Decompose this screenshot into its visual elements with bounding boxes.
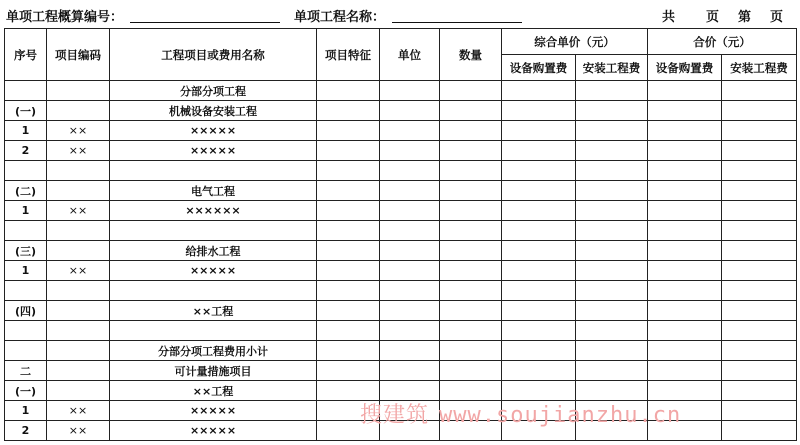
project-name-blank xyxy=(392,22,522,23)
cell-empty xyxy=(317,241,380,261)
page-header xyxy=(0,0,800,28)
cell-code xyxy=(47,281,110,301)
cell-empty xyxy=(502,81,576,101)
cell-name: 电气工程 xyxy=(110,181,317,201)
table-row xyxy=(5,221,797,241)
cell-empty xyxy=(576,301,648,321)
cell-empty xyxy=(440,261,502,281)
cell-empty xyxy=(722,421,797,441)
cell-empty xyxy=(502,121,576,141)
cell-empty xyxy=(722,281,797,301)
cell-code xyxy=(47,241,110,261)
cell-name: ××工程 xyxy=(110,381,317,401)
cell-empty xyxy=(380,261,440,281)
cell-empty xyxy=(576,181,648,201)
cell-empty xyxy=(317,121,380,141)
cell-empty xyxy=(576,221,648,241)
cell-empty xyxy=(648,181,722,201)
cell-empty xyxy=(648,121,722,141)
cell-empty xyxy=(576,281,648,301)
cell-empty xyxy=(317,81,380,101)
cell-empty xyxy=(722,261,797,281)
table-row xyxy=(5,201,797,221)
cell-empty xyxy=(648,141,722,161)
cell-empty xyxy=(722,121,797,141)
col-header-unit: 单位 xyxy=(380,29,440,81)
col-header-equip-fee-total: 设备购置费 xyxy=(648,55,722,81)
cell-code xyxy=(47,221,110,241)
cell-empty xyxy=(648,101,722,121)
table-row xyxy=(5,341,797,361)
table-row xyxy=(5,281,797,301)
cell-empty xyxy=(502,201,576,221)
cell-empty xyxy=(317,261,380,281)
cell-empty xyxy=(317,161,380,181)
cell-empty xyxy=(648,281,722,301)
cell-empty xyxy=(648,221,722,241)
table-row xyxy=(5,81,797,101)
cell-empty xyxy=(317,281,380,301)
cell-code: ×× xyxy=(47,121,110,141)
cell-empty xyxy=(380,341,440,361)
table-row xyxy=(5,141,797,161)
cell-code xyxy=(47,321,110,341)
col-header-seq: 序号 xyxy=(5,29,47,81)
table-row xyxy=(5,361,797,381)
cell-code xyxy=(47,361,110,381)
cell-seq: (一) xyxy=(5,101,47,121)
table-row xyxy=(5,101,797,121)
cell-seq: 2 xyxy=(5,421,47,441)
table-row xyxy=(5,161,797,181)
cell-empty xyxy=(576,361,648,381)
cell-seq: (二) xyxy=(5,181,47,201)
cell-empty xyxy=(440,181,502,201)
cell-empty xyxy=(576,321,648,341)
cell-name: ××××× xyxy=(110,261,317,281)
watermark xyxy=(360,398,681,429)
cell-empty xyxy=(502,301,576,321)
cell-empty xyxy=(440,281,502,301)
cell-empty xyxy=(440,301,502,321)
col-header-name: 工程项目或费用名称 xyxy=(110,29,317,81)
cell-empty xyxy=(380,201,440,221)
cell-empty xyxy=(722,81,797,101)
cell-name: ××××× xyxy=(110,401,317,421)
col-header-total: 合价（元） xyxy=(648,29,797,55)
cell-code xyxy=(47,101,110,121)
cell-empty xyxy=(502,361,576,381)
cell-seq xyxy=(5,341,47,361)
cell-empty xyxy=(440,241,502,261)
cell-empty xyxy=(317,101,380,121)
cell-name: ××××× xyxy=(110,141,317,161)
cell-name: 分部分项工程 xyxy=(110,81,317,101)
cell-code: ×× xyxy=(47,141,110,161)
cell-code xyxy=(47,81,110,101)
col-header-unit-price: 综合单价（元） xyxy=(502,29,648,55)
cell-empty xyxy=(648,241,722,261)
cell-empty xyxy=(722,201,797,221)
cell-code xyxy=(47,161,110,181)
cell-empty xyxy=(502,261,576,281)
cell-empty xyxy=(380,321,440,341)
cell-empty xyxy=(317,341,380,361)
cell-empty xyxy=(380,361,440,381)
cell-empty xyxy=(576,261,648,281)
watermark-url: www.soujianzhu.cn xyxy=(439,403,682,428)
cell-name: ×××××× xyxy=(110,201,317,221)
cell-empty xyxy=(317,301,380,321)
page-unit-label-2: 页 xyxy=(770,10,784,25)
cell-empty xyxy=(502,321,576,341)
cell-empty xyxy=(317,201,380,221)
cell-seq: (四) xyxy=(5,301,47,321)
table-body xyxy=(5,81,797,441)
col-header-equip-fee: 设备购置费 xyxy=(502,55,576,81)
cell-name xyxy=(110,321,317,341)
cell-name: 分部分项工程费用小计 xyxy=(110,341,317,361)
page-current-label: 第 xyxy=(738,10,752,25)
cell-empty xyxy=(502,241,576,261)
cell-seq: 2 xyxy=(5,141,47,161)
cell-empty xyxy=(722,161,797,181)
table-row xyxy=(5,301,797,321)
cell-empty xyxy=(502,281,576,301)
cell-empty xyxy=(722,241,797,261)
cell-code xyxy=(47,381,110,401)
cell-empty xyxy=(317,141,380,161)
page-unit-label: 页 xyxy=(706,10,720,25)
cell-empty xyxy=(380,81,440,101)
cell-seq xyxy=(5,321,47,341)
table-row xyxy=(5,181,797,201)
cell-empty xyxy=(576,101,648,121)
cell-code: ×× xyxy=(47,421,110,441)
cell-empty xyxy=(440,201,502,221)
cell-empty xyxy=(576,201,648,221)
cell-seq: (三) xyxy=(5,241,47,261)
cell-name: 可计量措施项目 xyxy=(110,361,317,381)
cell-code xyxy=(47,301,110,321)
cell-empty xyxy=(502,341,576,361)
cell-code: ×× xyxy=(47,401,110,421)
cell-empty xyxy=(576,141,648,161)
cell-empty xyxy=(576,81,648,101)
table-row xyxy=(5,261,797,281)
cell-empty xyxy=(380,181,440,201)
cell-empty xyxy=(722,321,797,341)
cell-seq: 1 xyxy=(5,121,47,141)
cell-seq xyxy=(5,81,47,101)
cell-empty xyxy=(380,141,440,161)
cell-empty xyxy=(502,161,576,181)
cell-empty xyxy=(648,321,722,341)
watermark-cn: 搜建筑 xyxy=(360,403,430,428)
estimate-table xyxy=(4,28,797,441)
cell-empty xyxy=(722,381,797,401)
cell-empty xyxy=(317,321,380,341)
cell-empty xyxy=(380,161,440,181)
col-header-install-fee: 安装工程费 xyxy=(576,55,648,81)
cell-empty xyxy=(648,201,722,221)
cell-empty xyxy=(648,161,722,181)
cell-empty xyxy=(440,161,502,181)
cell-seq xyxy=(5,221,47,241)
cell-seq: 1 xyxy=(5,261,47,281)
cell-name xyxy=(110,161,317,181)
cell-empty xyxy=(502,141,576,161)
cell-empty xyxy=(440,321,502,341)
cell-name xyxy=(110,281,317,301)
cell-empty xyxy=(648,301,722,321)
cell-code: ×× xyxy=(47,201,110,221)
cell-empty xyxy=(722,361,797,381)
cell-empty xyxy=(317,181,380,201)
cell-seq xyxy=(5,161,47,181)
table-row xyxy=(5,241,797,261)
cell-name: 机械设备安装工程 xyxy=(110,101,317,121)
cell-empty xyxy=(380,301,440,321)
cell-seq: 二 xyxy=(5,361,47,381)
table-row xyxy=(5,121,797,141)
cell-name: 给排水工程 xyxy=(110,241,317,261)
cell-empty xyxy=(722,181,797,201)
cell-empty xyxy=(380,281,440,301)
cell-seq: 1 xyxy=(5,201,47,221)
cell-empty xyxy=(576,241,648,261)
cell-name: ××工程 xyxy=(110,301,317,321)
cell-empty xyxy=(648,341,722,361)
col-header-feature: 项目特征 xyxy=(317,29,380,81)
project-name-label: 单项工程名称： xyxy=(294,10,386,25)
cell-empty xyxy=(440,81,502,101)
cell-empty xyxy=(440,141,502,161)
cell-empty xyxy=(380,241,440,261)
cell-empty xyxy=(502,101,576,121)
col-header-qty: 数量 xyxy=(440,29,502,81)
cell-seq xyxy=(5,281,47,301)
cell-empty xyxy=(440,101,502,121)
cell-empty xyxy=(502,221,576,241)
cell-empty xyxy=(576,121,648,141)
cell-seq: (一) xyxy=(5,381,47,401)
cell-empty xyxy=(648,81,722,101)
cell-empty xyxy=(317,361,380,381)
cell-name: ××××× xyxy=(110,121,317,141)
cell-empty xyxy=(722,401,797,421)
cell-empty xyxy=(576,161,648,181)
cell-empty xyxy=(440,361,502,381)
page-total-label: 共 xyxy=(662,10,676,25)
estimate-number-label: 单项工程概算编号： xyxy=(6,10,124,25)
cell-empty xyxy=(722,301,797,321)
cell-code: ×× xyxy=(47,261,110,281)
col-header-code: 项目编码 xyxy=(47,29,110,81)
cell-empty xyxy=(722,101,797,121)
cell-empty xyxy=(722,141,797,161)
cell-name: ××××× xyxy=(110,421,317,441)
cell-empty xyxy=(722,341,797,361)
table-row xyxy=(5,321,797,341)
cell-empty xyxy=(502,181,576,201)
estimate-number-blank xyxy=(130,22,280,23)
cell-seq: 1 xyxy=(5,401,47,421)
cell-code xyxy=(47,181,110,201)
cell-empty xyxy=(722,221,797,241)
cell-empty xyxy=(440,221,502,241)
col-header-install-fee-total: 安装工程费 xyxy=(722,55,797,81)
cell-empty xyxy=(576,341,648,361)
cell-empty xyxy=(380,221,440,241)
cell-empty xyxy=(648,361,722,381)
cell-empty xyxy=(648,261,722,281)
cell-empty xyxy=(440,341,502,361)
cell-empty xyxy=(317,221,380,241)
cell-code xyxy=(47,341,110,361)
cell-empty xyxy=(380,101,440,121)
cell-empty xyxy=(380,121,440,141)
cell-name xyxy=(110,221,317,241)
cell-empty xyxy=(440,121,502,141)
